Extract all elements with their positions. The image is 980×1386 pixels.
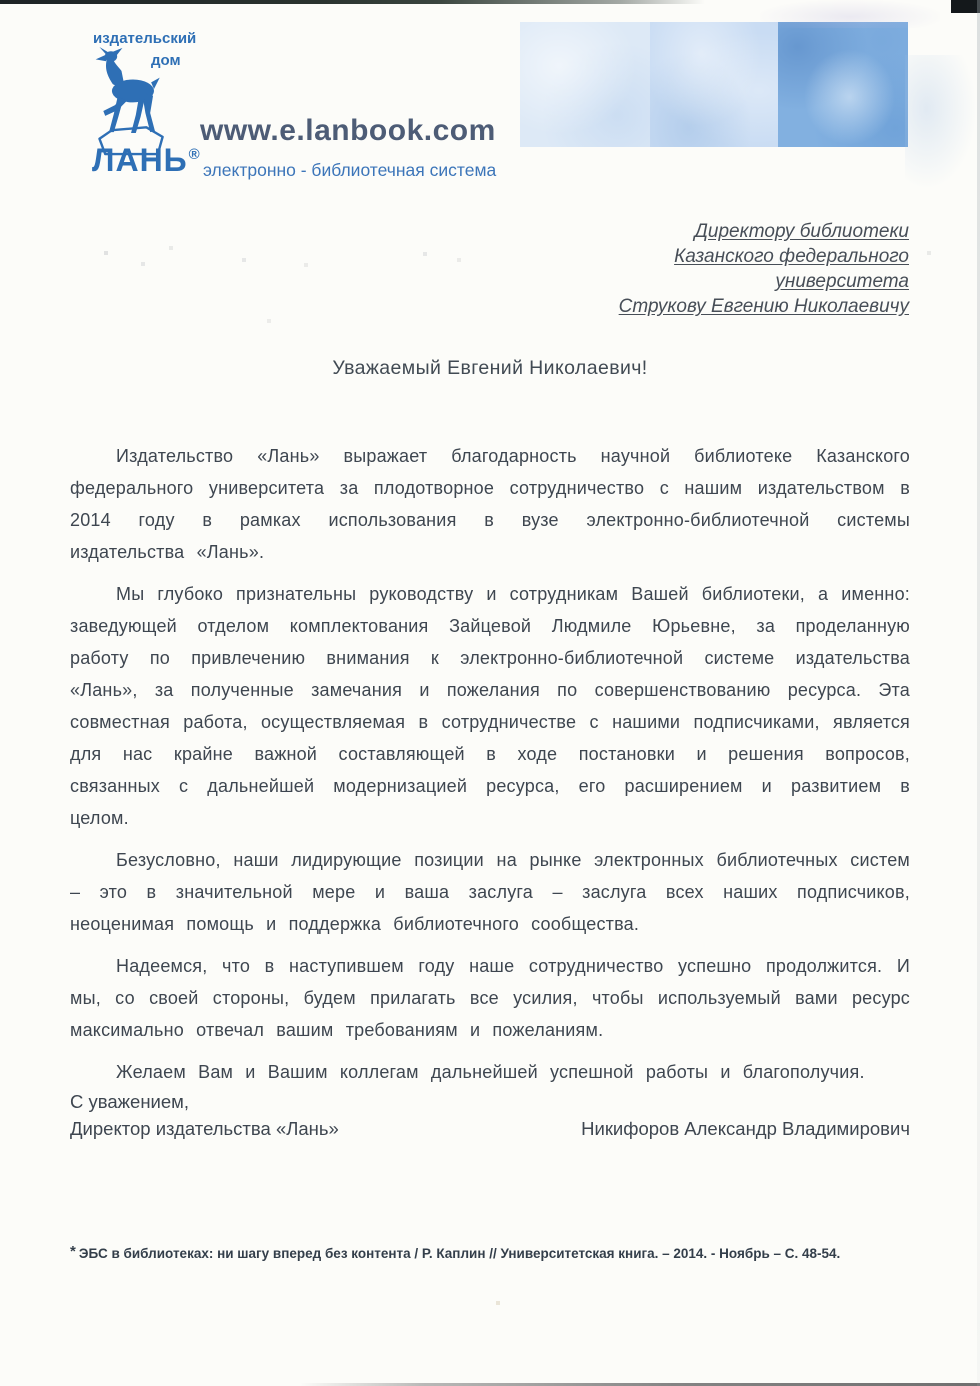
scan-artifact-top-right-corner	[951, 0, 980, 13]
recipient-block	[619, 219, 909, 319]
signature-closing: С уважением,	[70, 1091, 190, 1112]
footnote	[70, 1243, 936, 1261]
recipient-line: университета	[775, 271, 909, 292]
salutation: Уважаемый Евгений Николаевич!	[332, 357, 648, 379]
recipient-line: Струкову Евгению Николаевичу	[618, 296, 909, 317]
registered-trademark-symbol: ®	[188, 146, 201, 163]
paragraph-4: Надеемся, что в наступившем году наше сотрудничество успешно продолжится. И мы, со своей стороны, будем прилагать все усилия, чтобы используемый вами ресурс максимально отвечал вашим требованиям и пожеланиям.	[70, 956, 910, 1040]
brand-text: ЛАНЬ	[92, 142, 188, 178]
paragraph-2: Мы глубоко признательны руководству и сотрудникам Вашей библиотеки, а именно: заведующей отделом комплектования Зайцевой Людмиле Юрьевне, за проделанную работу по привлечению внимания к электронно-библиотечной системе издательства «Лань», за полученные замечания и пожелания по совершенствованию ресурса. Эта совместная работа, осуществляемая в сотрудничестве с нашими подписчиками, является для нас крайне важной составляющей в ходе постановки и решения вопросов, связанных с дальнейшей модернизацией ресурса, его расширением и развитием в целом.	[70, 584, 910, 828]
signature-name: Никифоров Александр Владимирович	[581, 1118, 910, 1139]
footnote-marker: *	[70, 1243, 76, 1260]
scan-noise-speckles	[0, 0, 2, 2]
deer-logo-icon	[86, 46, 178, 156]
letter-body	[70, 440, 910, 1098]
site-tagline: электронно - библиотечная система	[203, 160, 497, 180]
watercolor-segment-mid	[650, 22, 778, 147]
watercolor-segment-light	[520, 22, 650, 147]
watercolor-faint-wash-top	[760, 0, 940, 28]
paragraph-5: Желаем Вам и Вашим коллегам дальнейшей успешной работы и благополучия.	[116, 1062, 865, 1082]
signature-block	[70, 1088, 910, 1142]
scan-artifact-top-edge	[0, 0, 705, 4]
footnote-text: ЭБС в библиотеках: ни шагу вперед без контента / Р. Каплин // Университетская книга. – 2014. - Ноябрь – С. 48-54.	[78, 1246, 841, 1261]
watercolor-faint-wash-right	[905, 55, 977, 190]
site-url: www.e.lanbook.com	[200, 114, 496, 147]
signature-title: Директор издательства «Лань»	[70, 1118, 339, 1139]
brand-wordmark	[92, 142, 201, 179]
watercolor-decoration	[520, 22, 908, 147]
paragraph-1: Издательство «Лань» выражает благодарность научной библиотеке Казанского федерального университета за плодотворное сотрудничество с нашим издательством в 2014 году в рамках использования в вузе электронно-библиотечной системы издательства «Лань».	[70, 446, 910, 562]
recipient-line: Директору библиотеки	[694, 221, 909, 242]
watercolor-segment-dark	[778, 22, 908, 147]
publisher-label-line1: издательский	[93, 30, 197, 47]
publisher-label-line2: дом	[151, 52, 181, 69]
recipient-line: Казанского федерального	[674, 246, 909, 267]
paragraph-3: Безусловно, наши лидирующие позиции на рынке электронных библиотечных систем – это в значительной мере и ваша заслуга – заслуга всех наших подписчиков, неоценимая помощь и поддержка библиотечного сообщества.	[70, 850, 910, 934]
